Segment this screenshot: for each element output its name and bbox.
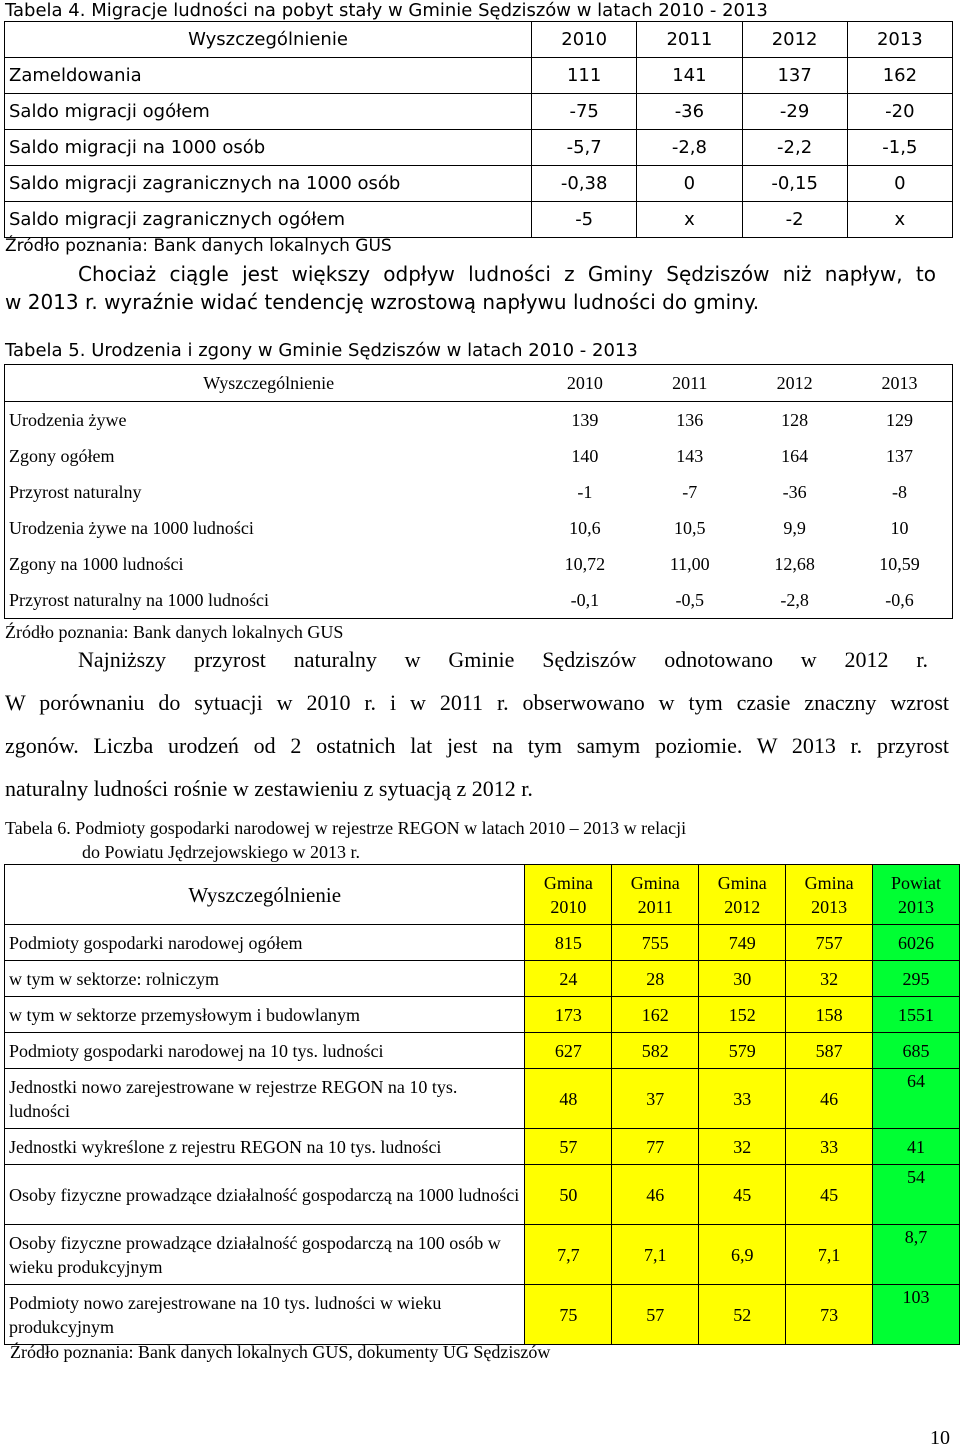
cell: 103: [873, 1285, 960, 1345]
cell: 173: [525, 997, 612, 1033]
header-cell: Gmina 2011: [612, 865, 699, 925]
cell: 815: [525, 925, 612, 961]
cell: 75: [525, 1285, 612, 1345]
table5-source: Źródło poznania: Bank danych lokalnych GUS: [5, 622, 344, 642]
cell: 137: [742, 58, 847, 94]
cell: 162: [847, 58, 952, 94]
cell: 28: [612, 961, 699, 997]
header-cell: 2010: [532, 22, 637, 58]
table6-caption-line-2: do Powiatu Jędrzejowskiego w 2013 r.: [82, 842, 360, 862]
cell: 57: [612, 1285, 699, 1345]
cell: -75: [532, 94, 637, 130]
cell: -2,8: [637, 130, 742, 166]
cell: -20: [847, 94, 952, 130]
cell: 141: [637, 58, 742, 94]
paragraph-1-line-2: w 2013 r. wyraźnie widać tendencję wzrostową napływu ludności do gminy.: [5, 290, 760, 314]
cell: 579: [699, 1033, 786, 1069]
table5-caption: Tabela 5. Urodzenia i zgony w Gminie Sędziszów w latach 2010 - 2013: [5, 340, 638, 361]
cell: 12,68: [774, 553, 815, 574]
cell: -36: [637, 94, 742, 130]
table-row: [5, 58, 953, 94]
cell: -0,1: [570, 589, 600, 610]
cell: 33: [699, 1069, 786, 1129]
cell: 10,59: [879, 553, 920, 574]
cell: 164: [781, 445, 809, 466]
cell: 685: [873, 1033, 960, 1069]
cell: 136: [676, 409, 704, 430]
table6-caption-line-1: Tabela 6. Podmioty gospodarki narodowej w rejestrze REGON w latach 2010 – 2013 w relacji: [5, 818, 687, 838]
cell: 10,6: [569, 517, 601, 538]
cell: 10,5: [674, 517, 706, 538]
table-row: [5, 474, 953, 510]
cell: -36: [782, 481, 807, 502]
row-label: Saldo migracji ogółem: [5, 94, 532, 130]
row-label: Podmioty gospodarki narodowej ogółem: [5, 925, 525, 961]
cell: 587: [786, 1033, 873, 1069]
table-header-row: [5, 865, 960, 925]
cell: 46: [786, 1069, 873, 1129]
table5: [4, 364, 953, 619]
cell: 7,7: [525, 1225, 612, 1285]
cell: 158: [786, 997, 873, 1033]
row-label: Urodzenia żywe: [9, 409, 127, 430]
table-row: [5, 1129, 960, 1165]
cell: -1,5: [847, 130, 952, 166]
table-row: [5, 510, 953, 546]
row-label: Podmioty nowo zarejestrowane na 10 tys. ludności w wieku produkcyjnym: [5, 1285, 525, 1345]
cell: -0,6: [885, 589, 914, 610]
header-cell: 2011: [672, 372, 708, 393]
cell: 48: [525, 1069, 612, 1129]
cell: -7: [682, 481, 698, 502]
cell: 627: [525, 1033, 612, 1069]
header-cell: 2010: [566, 372, 603, 393]
cell: 749: [699, 925, 786, 961]
header-cell: 2013: [881, 372, 918, 393]
paragraph-2-line-2: W porównaniu do sytuacji w 2010 r. i w 2011 r. obserwowano w tym czasie znaczny wzrost: [5, 690, 949, 715]
cell: 6026: [873, 925, 960, 961]
cell: 77: [612, 1129, 699, 1165]
cell: 129: [886, 409, 914, 430]
cell: 128: [781, 409, 809, 430]
table6-source: Źródło poznania: Bank danych lokalnych GUS, dokumenty UG Sędziszów: [10, 1342, 551, 1362]
cell: -0,38: [532, 166, 637, 202]
table-row: [5, 961, 960, 997]
cell: 8,7: [873, 1225, 960, 1285]
cell: 41: [873, 1129, 960, 1165]
header-cell: 2012: [776, 372, 813, 393]
cell: 54: [873, 1165, 960, 1225]
table4-caption: Tabela 4. Migracje ludności na pobyt stały w Gminie Sędziszów w latach 2010 - 2013: [5, 0, 768, 21]
cell: 11,00: [669, 553, 710, 574]
cell: -2,2: [742, 130, 847, 166]
cell: 137: [886, 445, 914, 466]
cell: 139: [571, 409, 599, 430]
cell: 45: [699, 1165, 786, 1225]
row-label: w tym w sektorze przemysłowym i budowlanym: [5, 997, 525, 1033]
table-row: [5, 1033, 960, 1069]
cell: -5,7: [532, 130, 637, 166]
table-row: [5, 997, 960, 1033]
row-label: Podmioty gospodarki narodowej na 10 tys. ludności: [5, 1033, 525, 1069]
cell: 0: [637, 166, 742, 202]
table-row: [5, 130, 953, 166]
cell: -0,5: [675, 589, 705, 610]
header-cell: Wyszczególnienie: [203, 372, 335, 393]
row-label: Osoby fizyczne prowadzące działalność gospodarczą na 100 osób w wieku produkcyjnym: [5, 1225, 525, 1285]
cell: 152: [699, 997, 786, 1033]
table-row: [5, 925, 960, 961]
table-row: [5, 402, 953, 439]
cell: 6,9: [699, 1225, 786, 1285]
cell: 45: [786, 1165, 873, 1225]
table-row: [5, 582, 953, 619]
cell: 7,1: [786, 1225, 873, 1285]
cell: 37: [612, 1069, 699, 1129]
cell: 9,9: [783, 517, 806, 538]
header-cell: 2013: [847, 22, 952, 58]
cell: 295: [873, 961, 960, 997]
cell: 64: [873, 1069, 960, 1129]
cell: 755: [612, 925, 699, 961]
table-row: [5, 1069, 960, 1129]
cell: 52: [699, 1285, 786, 1345]
row-label: Urodzenia żywe na 1000 ludności: [9, 517, 254, 538]
table-row: [5, 94, 953, 130]
table6: [4, 864, 960, 1345]
row-label: Przyrost naturalny na 1000 ludności: [9, 589, 269, 610]
header-cell: Gmina 2010: [525, 865, 612, 925]
row-label: Saldo migracji zagranicznych na 1000 osób: [5, 166, 532, 202]
table-row: [5, 438, 953, 474]
cell: 757: [786, 925, 873, 961]
cell: -5: [532, 202, 637, 238]
row-label: Przyrost naturalny: [9, 481, 142, 502]
cell: 140: [571, 445, 599, 466]
cell: x: [637, 202, 742, 238]
table4: [4, 21, 953, 238]
row-label: Jednostki wykreślone z rejestru REGON na 10 tys. ludności: [5, 1129, 525, 1165]
row-label: Zameldowania: [5, 58, 532, 94]
cell: 24: [525, 961, 612, 997]
cell: -29: [742, 94, 847, 130]
cell: 46: [612, 1165, 699, 1225]
table-row: [5, 1165, 960, 1225]
table-row: [5, 1285, 960, 1345]
cell: 32: [786, 961, 873, 997]
cell: 33: [786, 1129, 873, 1165]
cell: 57: [525, 1129, 612, 1165]
cell: -0,15: [742, 166, 847, 202]
table-header-row: [5, 365, 953, 402]
cell: 143: [676, 445, 704, 466]
header-cell: Gmina 2013: [786, 865, 873, 925]
table4-source: Źródło poznania: Bank danych lokalnych GUS: [5, 236, 392, 256]
paragraph-1-line-1: Chociaż ciągle jest większy odpływ ludności z Gminy Sędziszów niż napływ, to: [78, 262, 936, 286]
table-header-row: [5, 22, 953, 58]
header-cell: Wyszczególnienie: [5, 865, 525, 925]
page-number: 10: [930, 1427, 950, 1449]
cell: 1551: [873, 997, 960, 1033]
paragraph-2-line-1: Najniższy przyrost naturalny w Gminie Sędziszów odnotowano w 2012 r.: [78, 647, 928, 672]
header-cell: Wyszczególnienie: [5, 22, 532, 58]
cell: -2: [742, 202, 847, 238]
row-label: Zgony ogółem: [9, 445, 115, 466]
cell: -1: [577, 481, 593, 502]
table-row: [5, 202, 953, 238]
row-label: Zgony na 1000 ludności: [9, 553, 184, 574]
cell: 30: [699, 961, 786, 997]
table-row: [5, 166, 953, 202]
row-label: Jednostki nowo zarejestrowane w rejestrze REGON na 10 tys. ludności: [5, 1069, 525, 1129]
header-cell: Gmina 2012: [699, 865, 786, 925]
paragraph-2-line-3: zgonów. Liczba urodzeń od 2 ostatnich lat jest na tym samym poziomie. W 2013 r. przyrost: [5, 733, 949, 758]
cell: x: [847, 202, 952, 238]
cell: 73: [786, 1285, 873, 1345]
cell: 162: [612, 997, 699, 1033]
row-label: Saldo migracji zagranicznych ogółem: [5, 202, 532, 238]
cell: -2,8: [780, 589, 809, 610]
row-label: Osoby fizyczne prowadzące działalność gospodarczą na 1000 ludności: [5, 1165, 525, 1225]
cell: 0: [847, 166, 952, 202]
table-row: [5, 1225, 960, 1285]
table-row: [5, 546, 953, 582]
cell: 7,1: [612, 1225, 699, 1285]
cell: 582: [612, 1033, 699, 1069]
header-cell: 2011: [637, 22, 742, 58]
cell: 32: [699, 1129, 786, 1165]
row-label: w tym w sektorze: rolniczym: [5, 961, 525, 997]
cell: -8: [892, 481, 908, 502]
cell: 50: [525, 1165, 612, 1225]
cell: 10: [890, 517, 909, 538]
cell: 111: [532, 58, 637, 94]
paragraph-2-line-4: naturalny ludności rośnie w zestawieniu z sytuacją z 2012 r.: [5, 776, 533, 801]
cell: 10,72: [564, 553, 606, 574]
row-label: Saldo migracji na 1000 osób: [5, 130, 532, 166]
header-cell: Powiat 2013: [873, 865, 960, 925]
header-cell: 2012: [742, 22, 847, 58]
